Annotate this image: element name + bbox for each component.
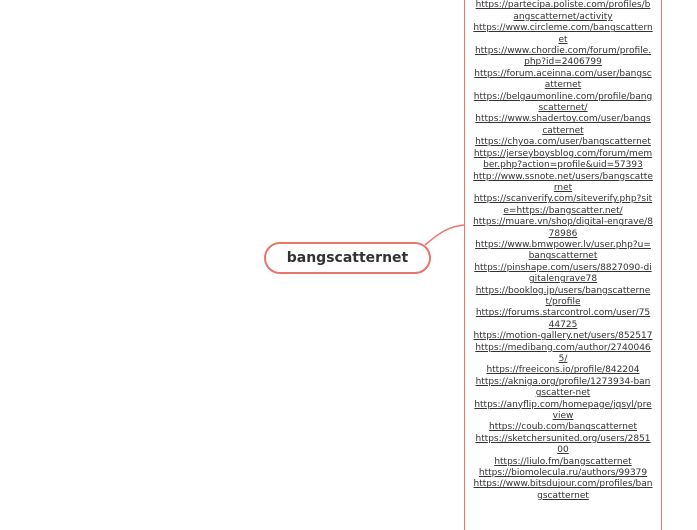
link-item[interactable]: https://anyflip.com/homepage/jqsyl/preview	[465, 400, 661, 423]
link-item[interactable]: https://pinshape.com/users/8827090-digitalengrave78	[465, 263, 661, 286]
link-item[interactable]: https://forum.aceinna.com/user/bangscatternet	[465, 69, 661, 92]
link-item[interactable]: https://www.bitsdujour.com/profiles/bangscatternet	[465, 479, 661, 502]
link-item[interactable]: https://sketchersunited.org/users/285100	[465, 434, 661, 457]
link-item[interactable]: https://biomolecula.ru/authors/99379	[465, 468, 661, 479]
link-item[interactable]: https://liulo.fm/bangscatternet	[465, 457, 661, 468]
link-item[interactable]: https://freeicons.io/profile/842204	[465, 365, 661, 376]
links-topic-box[interactable]	[464, 0, 662, 530]
link-item[interactable]: https://belgaumonline.com/profile/bangscatternet/	[465, 92, 661, 115]
link-item[interactable]: https://medibang.com/author/27400465/	[465, 343, 661, 366]
central-topic-node[interactable]	[264, 242, 431, 274]
link-item[interactable]: http://www.ssnote.net/users/bangscatternet	[465, 172, 661, 195]
link-item[interactable]: https://motion-gallery.net/users/852517	[465, 331, 661, 342]
link-item[interactable]: https://jerseyboysblog.com/forum/member.php?action=profile&uid=57393	[465, 149, 661, 172]
link-item[interactable]: https://forums.starcontrol.com/user/7544725	[465, 308, 661, 331]
link-item[interactable]: https://www.chordie.com/forum/profile.php?id=2406799	[465, 46, 661, 69]
link-item[interactable]: https://chyoa.com/user/bangscatternet	[465, 137, 661, 148]
link-item[interactable]: https://akniga.org/profile/1273934-bangscatter-net	[465, 377, 661, 400]
link-item[interactable]: https://www.bmwpower.lv/user.php?u=bangscatternet	[465, 240, 661, 263]
link-item[interactable]: https://partecipa.poliste.com/profiles/bangscatternet/activity	[465, 0, 661, 23]
link-item[interactable]: https://www.shadertoy.com/user/bangscatternet	[465, 114, 661, 137]
links-list	[465, 0, 661, 502]
link-item[interactable]: https://coub.com/bangscatternet	[465, 422, 661, 433]
central-topic-label: bangscatternet	[287, 250, 408, 266]
link-item[interactable]: https://booklog.jp/users/bangscatternet/profile	[465, 286, 661, 309]
link-item[interactable]: https://muare.vn/shop/digital-engrave/878986	[465, 217, 661, 240]
link-item[interactable]: https://scanverify.com/siteverify.php?site=https://bangscatter.net/	[465, 194, 661, 217]
link-item[interactable]: https://www.circleme.com/bangscatternet	[465, 23, 661, 46]
branch-line	[425, 225, 465, 245]
